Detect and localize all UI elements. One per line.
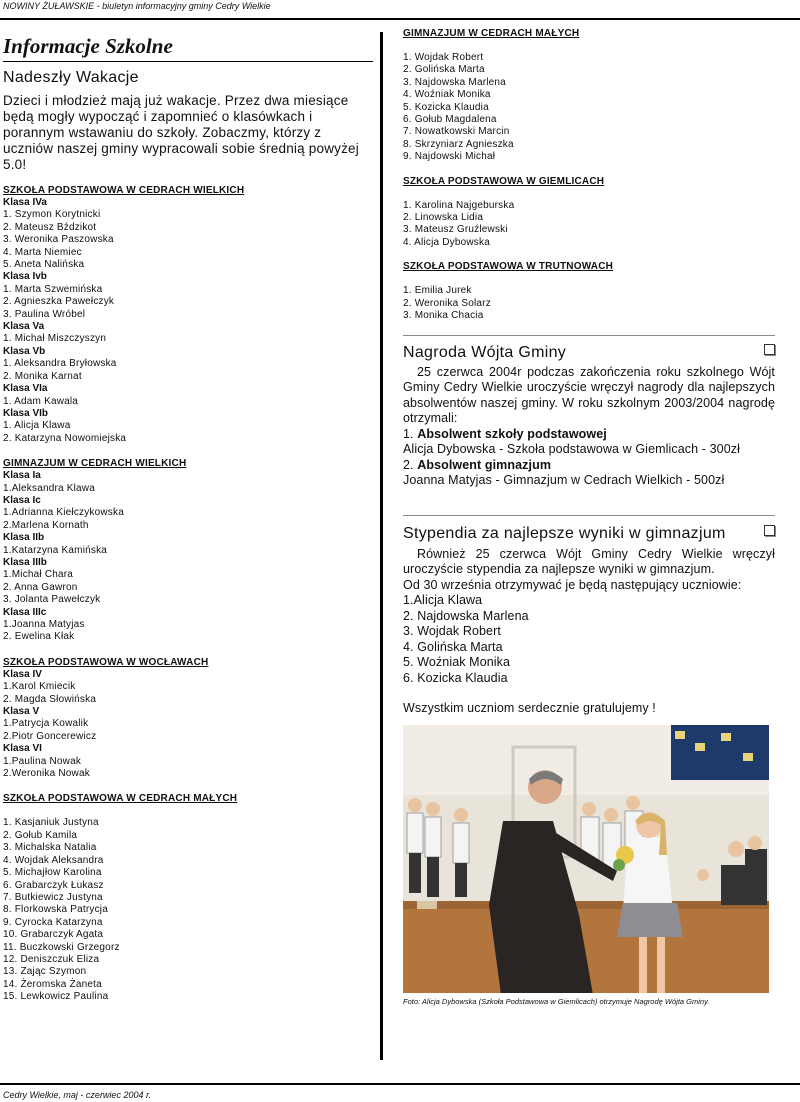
student-item: 5. Michajłow Karolina — [3, 867, 102, 879]
student-item: 1. Adam Kawala — [3, 395, 79, 407]
stipend-student: 5. Woźniak Monika — [403, 655, 511, 669]
student-item: 1.Paulina Nowak — [3, 755, 82, 767]
page-title: Informacje Szkolne — [3, 34, 373, 62]
class-label: Klasa IV — [3, 668, 42, 680]
spacer — [403, 188, 775, 200]
section-title: GIMNAZJUM W CEDRACH MAŁYCH — [403, 28, 580, 39]
stipend-student: 6. Kozicka Klaudia — [403, 670, 508, 685]
stipend-body — [403, 547, 775, 717]
stipend-student: 3. Wojdak Robert — [403, 624, 501, 638]
column-divider — [380, 32, 383, 1060]
student-item: 2. Gołub Kamila — [3, 829, 78, 841]
award-title: Nagroda Wójta Gminy — [403, 343, 567, 361]
award-heading — [403, 344, 775, 362]
award-body — [403, 365, 775, 489]
student-item: 2. Mateusz Bździkot — [3, 221, 97, 233]
student-item: 3. Najdowska Marlena — [403, 76, 506, 88]
section-title: SZKOŁA PODSTAWOWA W GIEMLICACH — [403, 175, 605, 187]
class-label: Klasa IIIb — [3, 556, 47, 568]
student-item: 7. Butkiewicz Justyna — [3, 891, 103, 903]
student-item: 3. Jolanta Pawełczyk — [3, 594, 101, 606]
student-item: 5. Kozicka Klaudia — [403, 101, 489, 113]
student-item: 3. Mateusz Gruźlewski — [403, 224, 508, 236]
school-sections — [3, 185, 373, 780]
student-list — [3, 817, 373, 1003]
class-label: Klasa Vb — [3, 345, 46, 357]
student-item: 1. Michał Miszczyszyn — [3, 333, 107, 345]
class-label: Klasa Ia — [3, 470, 41, 482]
stipend-intro: Również 25 czerwca Wójt Gminy Cedry Wielkie wręczył uroczyście stypendia za najlepsze wyniki w gimnazjum. — [403, 546, 775, 576]
student-item: 3. Paulina Wróbel — [3, 308, 86, 320]
class-label: Klasa VIa — [3, 383, 48, 395]
student-item: 12. Deniszczuk Eliza — [3, 953, 100, 965]
stipend-student-list — [403, 593, 775, 686]
stipend-student: 4. Golińska Marta — [403, 639, 503, 654]
student-item: 5. Aneta Nalińska — [3, 259, 85, 271]
school-section — [403, 176, 775, 250]
student-item: 1. Karolina Najgeburska — [403, 199, 515, 211]
class-label: Klasa Ic — [3, 494, 41, 506]
student-item: 2. Monika Karnat — [3, 370, 82, 382]
student-item: 2. Weronika Solarz — [403, 297, 491, 309]
congratulations: Wszystkim uczniom serdecznie gratulujemy ! — [403, 701, 656, 715]
article-intro: Dzieci i młodzież mają już wakacje. Przez dwa miesiące będą mogły wypocząć i zapomnieć o klasówkach i porannym wstawaniu do szkoły. Zobaczmy, którzy z uczniów naszej gminy wypracowali sobie średnią powyżej 5.0! — [3, 93, 359, 172]
award-item-1-text: Alicja Dybowska - Szkoła podstawowa w Giemlicach - 300zł — [403, 442, 740, 456]
student-item: 13. Zając Szymon — [3, 966, 87, 978]
student-item: 1. Wojdak Robert — [403, 52, 484, 63]
left-column — [3, 34, 373, 1017]
stipend-intro-2: Od 30 września otrzymywać je będą następujący uczniowie: — [403, 577, 742, 592]
student-item: 6. Gołub Magdalena — [403, 114, 497, 126]
spacer — [403, 273, 775, 285]
footer-rule — [0, 1083, 800, 1085]
student-item: 14. Żeromska Żaneta — [3, 978, 102, 990]
newsletter-header: NOWINY ŻUŁAWSKIE - biuletyn informacyjny gminy Cedry Wielkie — [3, 1, 271, 11]
checkbox-icon — [764, 525, 775, 536]
student-item: 2. Katarzyna Nowomiejska — [3, 432, 127, 444]
student-item: 1. Alicja Klawa — [3, 420, 71, 432]
student-item: 3. Michalska Natalia — [3, 842, 97, 854]
student-item: 2.Piotr Goncerewicz — [3, 730, 97, 742]
student-item: 1.Patrycja Kowalik — [3, 718, 89, 730]
student-item: 2. Agnieszka Pawełczyk — [3, 296, 115, 308]
student-item: 2. Anna Gawron — [3, 581, 78, 593]
class-label: Klasa V — [3, 706, 40, 718]
award-item-number: 1. — [403, 426, 418, 441]
student-item: 4. Alicja Dybowska — [403, 236, 490, 248]
school-section — [403, 28, 775, 164]
student-item: 2. Magda Słowińska — [3, 693, 97, 705]
article-subtitle: Nadeszły Wakacje — [3, 69, 139, 86]
student-item: 1.Michał Chara — [3, 569, 74, 581]
section-title: SZKOŁA PODSTAWOWA W WOCŁAWACH — [3, 656, 209, 668]
stipend-title: Stypendia za najlepsze wyniki w gimnazjum — [403, 524, 726, 542]
award-intro: 25 czerwca 2004r podczas zakończenia roku szkolnego Wójt Gminy Cedry Wielkie uroczyście wręczył nagrody dla najlepszych absolwentów naszej gminy. W roku szkolnym 2003/2004 nagrodę otrzymali: — [403, 364, 775, 425]
class-label: Klasa IVa — [3, 197, 47, 208]
student-item: 10. Grabarczyk Agata — [3, 929, 104, 941]
award-item-label: Absolwent szkoły podstawowej — [417, 426, 607, 441]
award-item-1-heading — [403, 427, 775, 443]
student-item: 3. Weronika Paszowska — [3, 234, 114, 246]
school-lists — [403, 28, 775, 323]
student-item: 4. Woźniak Monika — [403, 89, 491, 101]
student-item: 1. Kasjaniuk Justyna — [3, 817, 99, 829]
section-title: GIMNAZJUM W CEDRACH WIELKICH — [3, 458, 187, 470]
stipend-student: 2. Najdowska Marlena — [403, 608, 529, 623]
student-item: 1. Marta Szwemińska — [3, 283, 103, 295]
section-title: SZKOŁA PODSTAWOWA W TRUTNOWACH — [403, 261, 614, 273]
spacer — [403, 40, 775, 52]
award-photo — [403, 725, 769, 993]
student-item: 1. Szymon Korytnicki — [3, 209, 101, 221]
student-item: 11. Buczkowski Grzegorz — [3, 941, 120, 953]
school-section — [3, 657, 373, 781]
school-section — [403, 261, 775, 322]
school-section — [3, 185, 373, 445]
newsletter-footer: Cedry Wielkie, maj - czerwiec 2004 r. — [3, 1090, 152, 1100]
student-item: 2.Marlena Kornath — [3, 519, 89, 531]
award-item-2-heading — [403, 458, 775, 474]
student-item: 4. Wojdak Aleksandra — [3, 854, 104, 866]
student-item: 2. Linowska Lidia — [403, 212, 484, 224]
student-item: 1. Aleksandra Bryłowska — [3, 358, 117, 370]
student-item: 8. Skrzyniarz Agnieszka — [403, 138, 514, 150]
student-item: 15. Lewkowicz Paulina — [3, 991, 109, 1003]
student-item: 1.Adrianna Kiełczykowska — [3, 507, 124, 519]
stipend-heading — [403, 525, 775, 543]
student-item: 1.Katarzyna Kamińska — [3, 544, 108, 556]
student-item: 8. Florkowska Patrycja — [3, 904, 108, 916]
divider — [403, 335, 775, 336]
student-item: 9. Cyrocka Katarzyna — [3, 916, 103, 928]
school-section-cedry-male — [3, 793, 373, 1003]
right-column — [403, 28, 775, 1006]
class-label: Klasa IIb — [3, 532, 45, 544]
student-item: 2.Weronika Nowak — [3, 768, 90, 780]
school-section — [3, 458, 373, 644]
award-photo-image — [403, 725, 769, 993]
student-item: 6. Grabarczyk Łukasz — [3, 879, 104, 891]
divider — [403, 515, 775, 516]
class-label: Klasa Va — [3, 321, 45, 333]
spacer — [3, 805, 373, 817]
student-item: 2. Ewelina Kłak — [3, 631, 75, 643]
award-item-label: Absolwent gimnazjum — [417, 457, 552, 472]
section-title: SZKOŁA PODSTAWOWA W CEDRACH WIELKICH — [3, 185, 245, 196]
student-item: 1.Karol Kmiecik — [3, 681, 76, 693]
student-item: 9. Najdowski Michał — [403, 151, 496, 163]
award-item-2-text: Joanna Matyjas - Gimnazjum w Cedrach Wielkich - 500zł — [403, 473, 725, 487]
student-item: 7. Nowatkowski Marcin — [403, 126, 510, 138]
checkbox-icon — [764, 344, 775, 355]
award-item-number: 2. — [403, 457, 418, 472]
class-label: Klasa VIb — [3, 407, 49, 419]
section-title: SZKOŁA PODSTAWOWA W CEDRACH MAŁYCH — [3, 793, 238, 805]
student-item: 4. Marta Niemiec — [3, 246, 82, 258]
student-item: 1. Emilia Jurek — [403, 285, 472, 297]
photo-caption: Foto: Alicja Dybowska (Szkoła Podstawowa w Giemlicach) otrzymuje Nagrodę Wójta Gminy. — [403, 996, 710, 1006]
student-item: 3. Monika Chacia — [403, 310, 484, 322]
class-label: Klasa Ivb — [3, 271, 47, 283]
stipend-student: 1.Alicja Klawa — [403, 593, 483, 607]
student-item: 1.Joanna Matyjas — [3, 619, 85, 630]
student-item: 1.Aleksandra Klawa — [3, 482, 95, 494]
student-item: 2. Golińska Marta — [403, 64, 485, 76]
class-label: Klasa VI — [3, 743, 42, 755]
class-label: Klasa IIIc — [3, 606, 47, 618]
